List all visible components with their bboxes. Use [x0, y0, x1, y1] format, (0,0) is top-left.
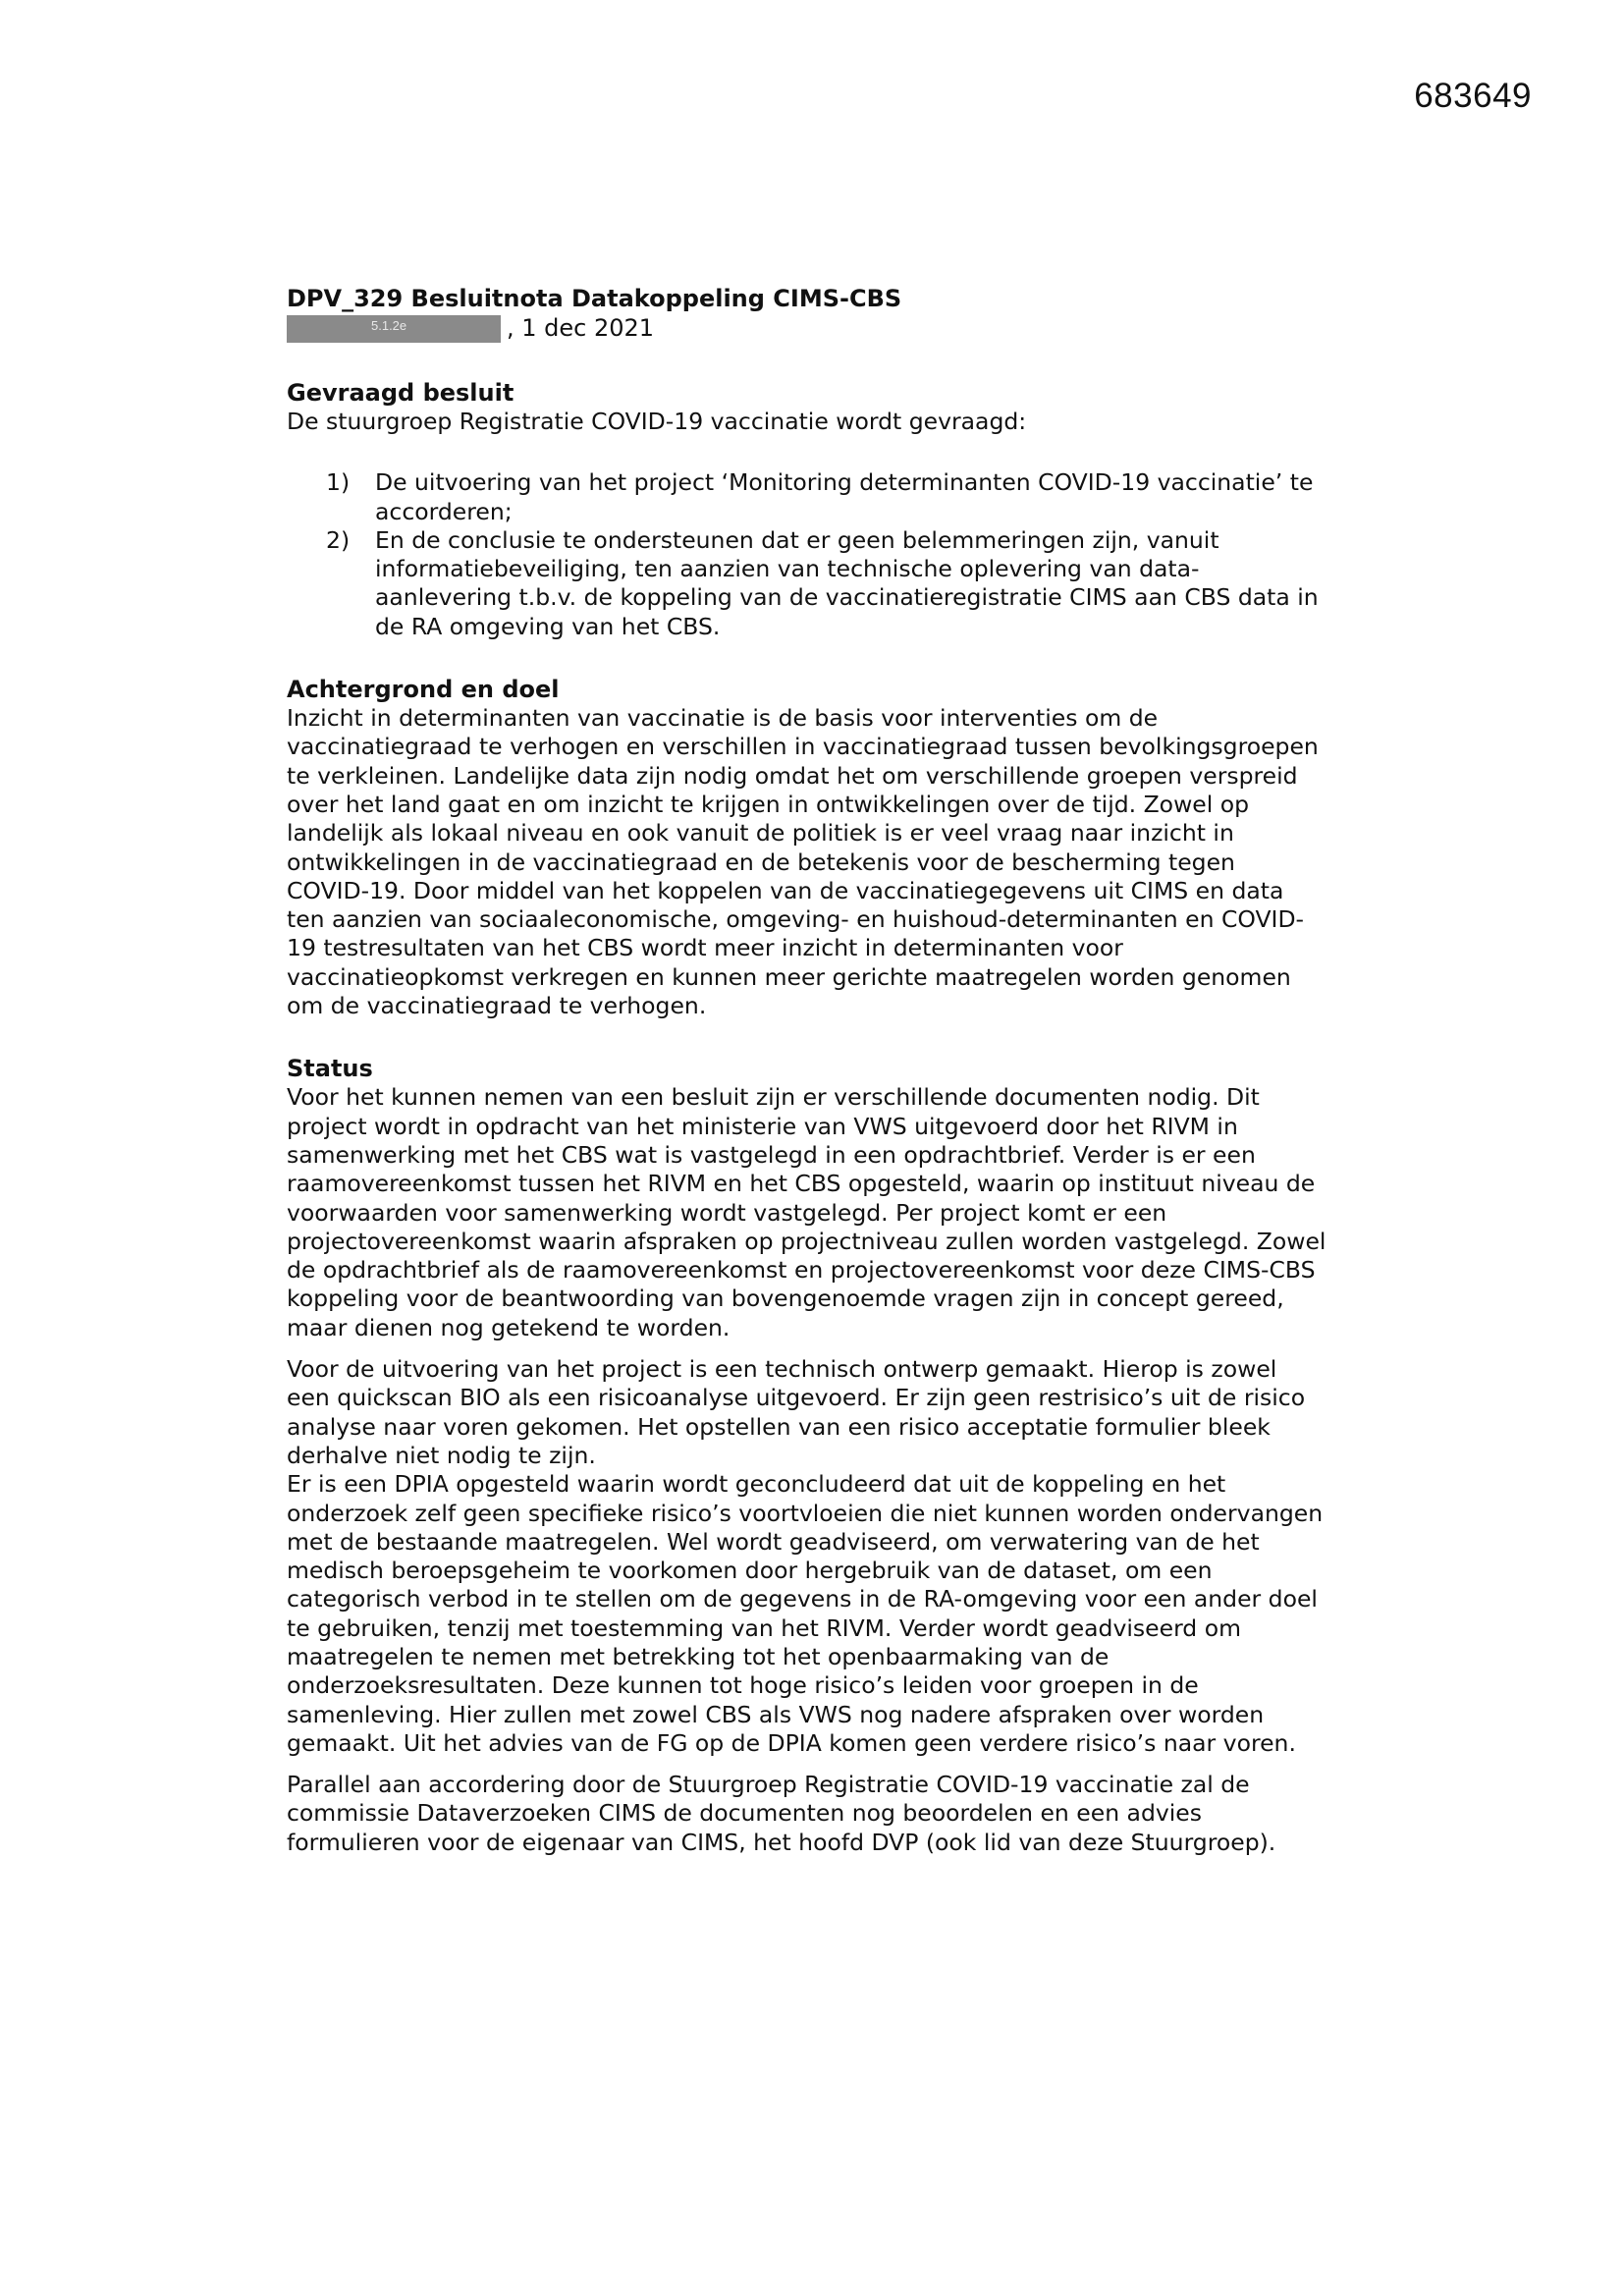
document-number: 683649	[1414, 77, 1532, 115]
section-status	[287, 1055, 1362, 1857]
text-line: categorisch verbod in te stellen om de gegevens in de RA-omgeving voor een ander doel	[287, 1585, 1318, 1613]
list-number: 2)	[326, 525, 351, 554]
achtergrond-paragraph	[287, 704, 1362, 1020]
besluit-intro: De stuurgroep Registratie COVID-19 vaccinatie wordt gevraagd:	[287, 408, 1027, 435]
list-number: 1)	[326, 468, 351, 497]
text-line: Inzicht in determinanten van vaccinatie is de basis voor interventies om de	[287, 704, 1159, 733]
text-line: raamovereenkomst tussen het RIVM en het CBS opgesteld, waarin op instituut niveau de	[287, 1170, 1316, 1198]
text-line: gemaakt. Uit het advies van de FG op de DPIA komen geen verdere risico’s naar voren.	[287, 1728, 1296, 1757]
text-line: formulieren voor de eigenaar van CIMS, het hoofd DVP (ook lid van deze Stuurgroep).	[287, 1828, 1276, 1856]
text-line: de opdrachtbrief als de raamovereenkomst en projectovereenkomst voor deze CIMS-CBS	[287, 1256, 1316, 1285]
text-line: maar dienen nog getekend te worden.	[287, 1313, 731, 1341]
list-line: En de conclusie te ondersteunen dat er geen belemmeringen zijn, vanuit	[375, 525, 1219, 554]
document-body	[287, 285, 1362, 1857]
section-gevraagd-besluit	[287, 379, 1362, 641]
section-heading: Status	[287, 1055, 373, 1083]
text-line: om de vaccinatiegraad te verhogen.	[287, 992, 707, 1020]
text-line: een quickscan BIO als een risicoanalyse uitgevoerd. Er zijn geen restrisico’s uit de risico	[287, 1384, 1306, 1412]
text-line: 19 testresultaten van het CBS wordt meer inzicht in determinanten voor	[287, 934, 1123, 962]
text-line: medisch beroepsgeheim te voorkomen door hergebruik van de dataset, om een	[287, 1557, 1213, 1585]
text-line: Voor het kunnen nemen van een besluit zijn er verschillende documenten nodig. Dit	[287, 1083, 1260, 1112]
text-line: samenwerking met het CBS wat is vastgelegd in een opdrachtbrief. Verder is er een	[287, 1140, 1256, 1169]
text-line: project wordt in opdracht van het ministerie van VWS uitgevoerd door het RIVM in	[287, 1112, 1238, 1140]
text-line: ten aanzien van sociaaleconomische, omgeving- en huishoud-determinanten en COVID-	[287, 905, 1305, 934]
text-line: te gebruiken, tenzij met toestemming van het RIVM. Verder wordt geadviseerd om	[287, 1613, 1241, 1642]
text-line: Parallel aan accordering door de Stuurgroep Registratie COVID-19 vaccinatie zal de	[287, 1771, 1250, 1799]
redaction-code: 5.1.2e	[371, 317, 407, 333]
text-line: vaccinatieopkomst verkregen en kunnen meer gerichte maatregelen worden genomen	[287, 962, 1291, 991]
list-line: aanlevering t.b.v. de koppeling van de vaccinatieregistratie CIMS aan CBS data in	[375, 583, 1319, 612]
text-line: derhalve niet nodig te zijn.	[287, 1441, 596, 1469]
list-line: informatiebeveiliging, ten aanzien van technische oplevering van data-	[375, 555, 1200, 583]
decision-list	[287, 468, 1362, 641]
text-line: maatregelen te nemen met betrekking tot het openbaarmaking van de	[287, 1642, 1110, 1670]
list-line: accorderen;	[375, 497, 513, 525]
text-line: analyse naar voren gekomen. Het opstellen van een risico acceptatie formulier bleek	[287, 1412, 1271, 1441]
text-line: projectovereenkomst waarin afspraken op projectniveau zullen worden vastgelegd. Zowel	[287, 1227, 1326, 1255]
list-item	[326, 526, 1362, 641]
document-title: DPV_329 Besluitnota Datakoppeling CIMS-CBS	[287, 285, 902, 312]
author-date-line	[287, 314, 1362, 343]
section-achtergrond-en-doel	[287, 676, 1362, 1020]
text-line: onderzoek zelf geen specifieke risico’s voortvloeien die niet kunnen worden ondervangen	[287, 1499, 1324, 1527]
text-line: ontwikkelingen in de vaccinatiegraad en de betekenis voor de bescherming tegen	[287, 847, 1235, 876]
list-item	[326, 468, 1362, 526]
text-line: vaccinatiegraad te verhogen en verschillen in vaccinatiegraad tussen bevolkingsgroepen	[287, 733, 1319, 761]
status-paragraph-2	[287, 1355, 1362, 1758]
text-line: commissie Dataverzoeken CIMS de documenten nog beoordelen en een advies	[287, 1799, 1203, 1828]
text-line: Voor de uitvoering van het project is een technisch ontwerp gemaakt. Hierop is zowel	[287, 1355, 1277, 1384]
list-line: De uitvoering van het project ‘Monitoring determinanten COVID-19 vaccinatie’ te	[375, 468, 1314, 497]
text-line: Er is een DPIA opgesteld waarin wordt geconcludeerd dat uit de koppeling en het	[287, 1470, 1226, 1499]
text-line: te verkleinen. Landelijke data zijn nodig omdat het om verschillende groepen verspreid	[287, 761, 1298, 790]
text-line: voorwaarden voor samenwerking wordt vastgelegd. Per project komt er een	[287, 1198, 1167, 1227]
status-paragraph-1	[287, 1083, 1362, 1342]
status-paragraph-3	[287, 1771, 1362, 1857]
list-line: de RA omgeving van het CBS.	[375, 612, 721, 640]
section-heading: Achtergrond en doel	[287, 676, 560, 704]
text-line: landelijk als lokaal niveau en ook vanuit de politiek is er veel vraag naar inzicht in	[287, 819, 1234, 847]
text-line: COVID-19. Door middel van het koppelen van de vaccinatiegegevens uit CIMS en data	[287, 876, 1284, 904]
text-line: onderzoeksresultaten. Deze kunnen tot hoge risico’s leiden voor groepen in de	[287, 1671, 1199, 1700]
text-line: samenleving. Hier zullen met zowel CBS als VWS nog nadere afspraken over worden	[287, 1700, 1265, 1728]
text-line: met de bestaande maatregelen. Wel wordt geadviseerd, om verwatering van de het	[287, 1527, 1260, 1556]
document-date: , 1 dec 2021	[507, 314, 655, 342]
text-line: over het land gaat en om inzicht te krijgen in ontwikkelingen over de tijd. Zowel op	[287, 790, 1250, 818]
text-line: koppeling voor de beantwoording van bovengenoemde vragen zijn in concept gereed,	[287, 1285, 1284, 1313]
section-heading: Gevraagd besluit	[287, 379, 514, 407]
redaction-block	[287, 315, 501, 343]
